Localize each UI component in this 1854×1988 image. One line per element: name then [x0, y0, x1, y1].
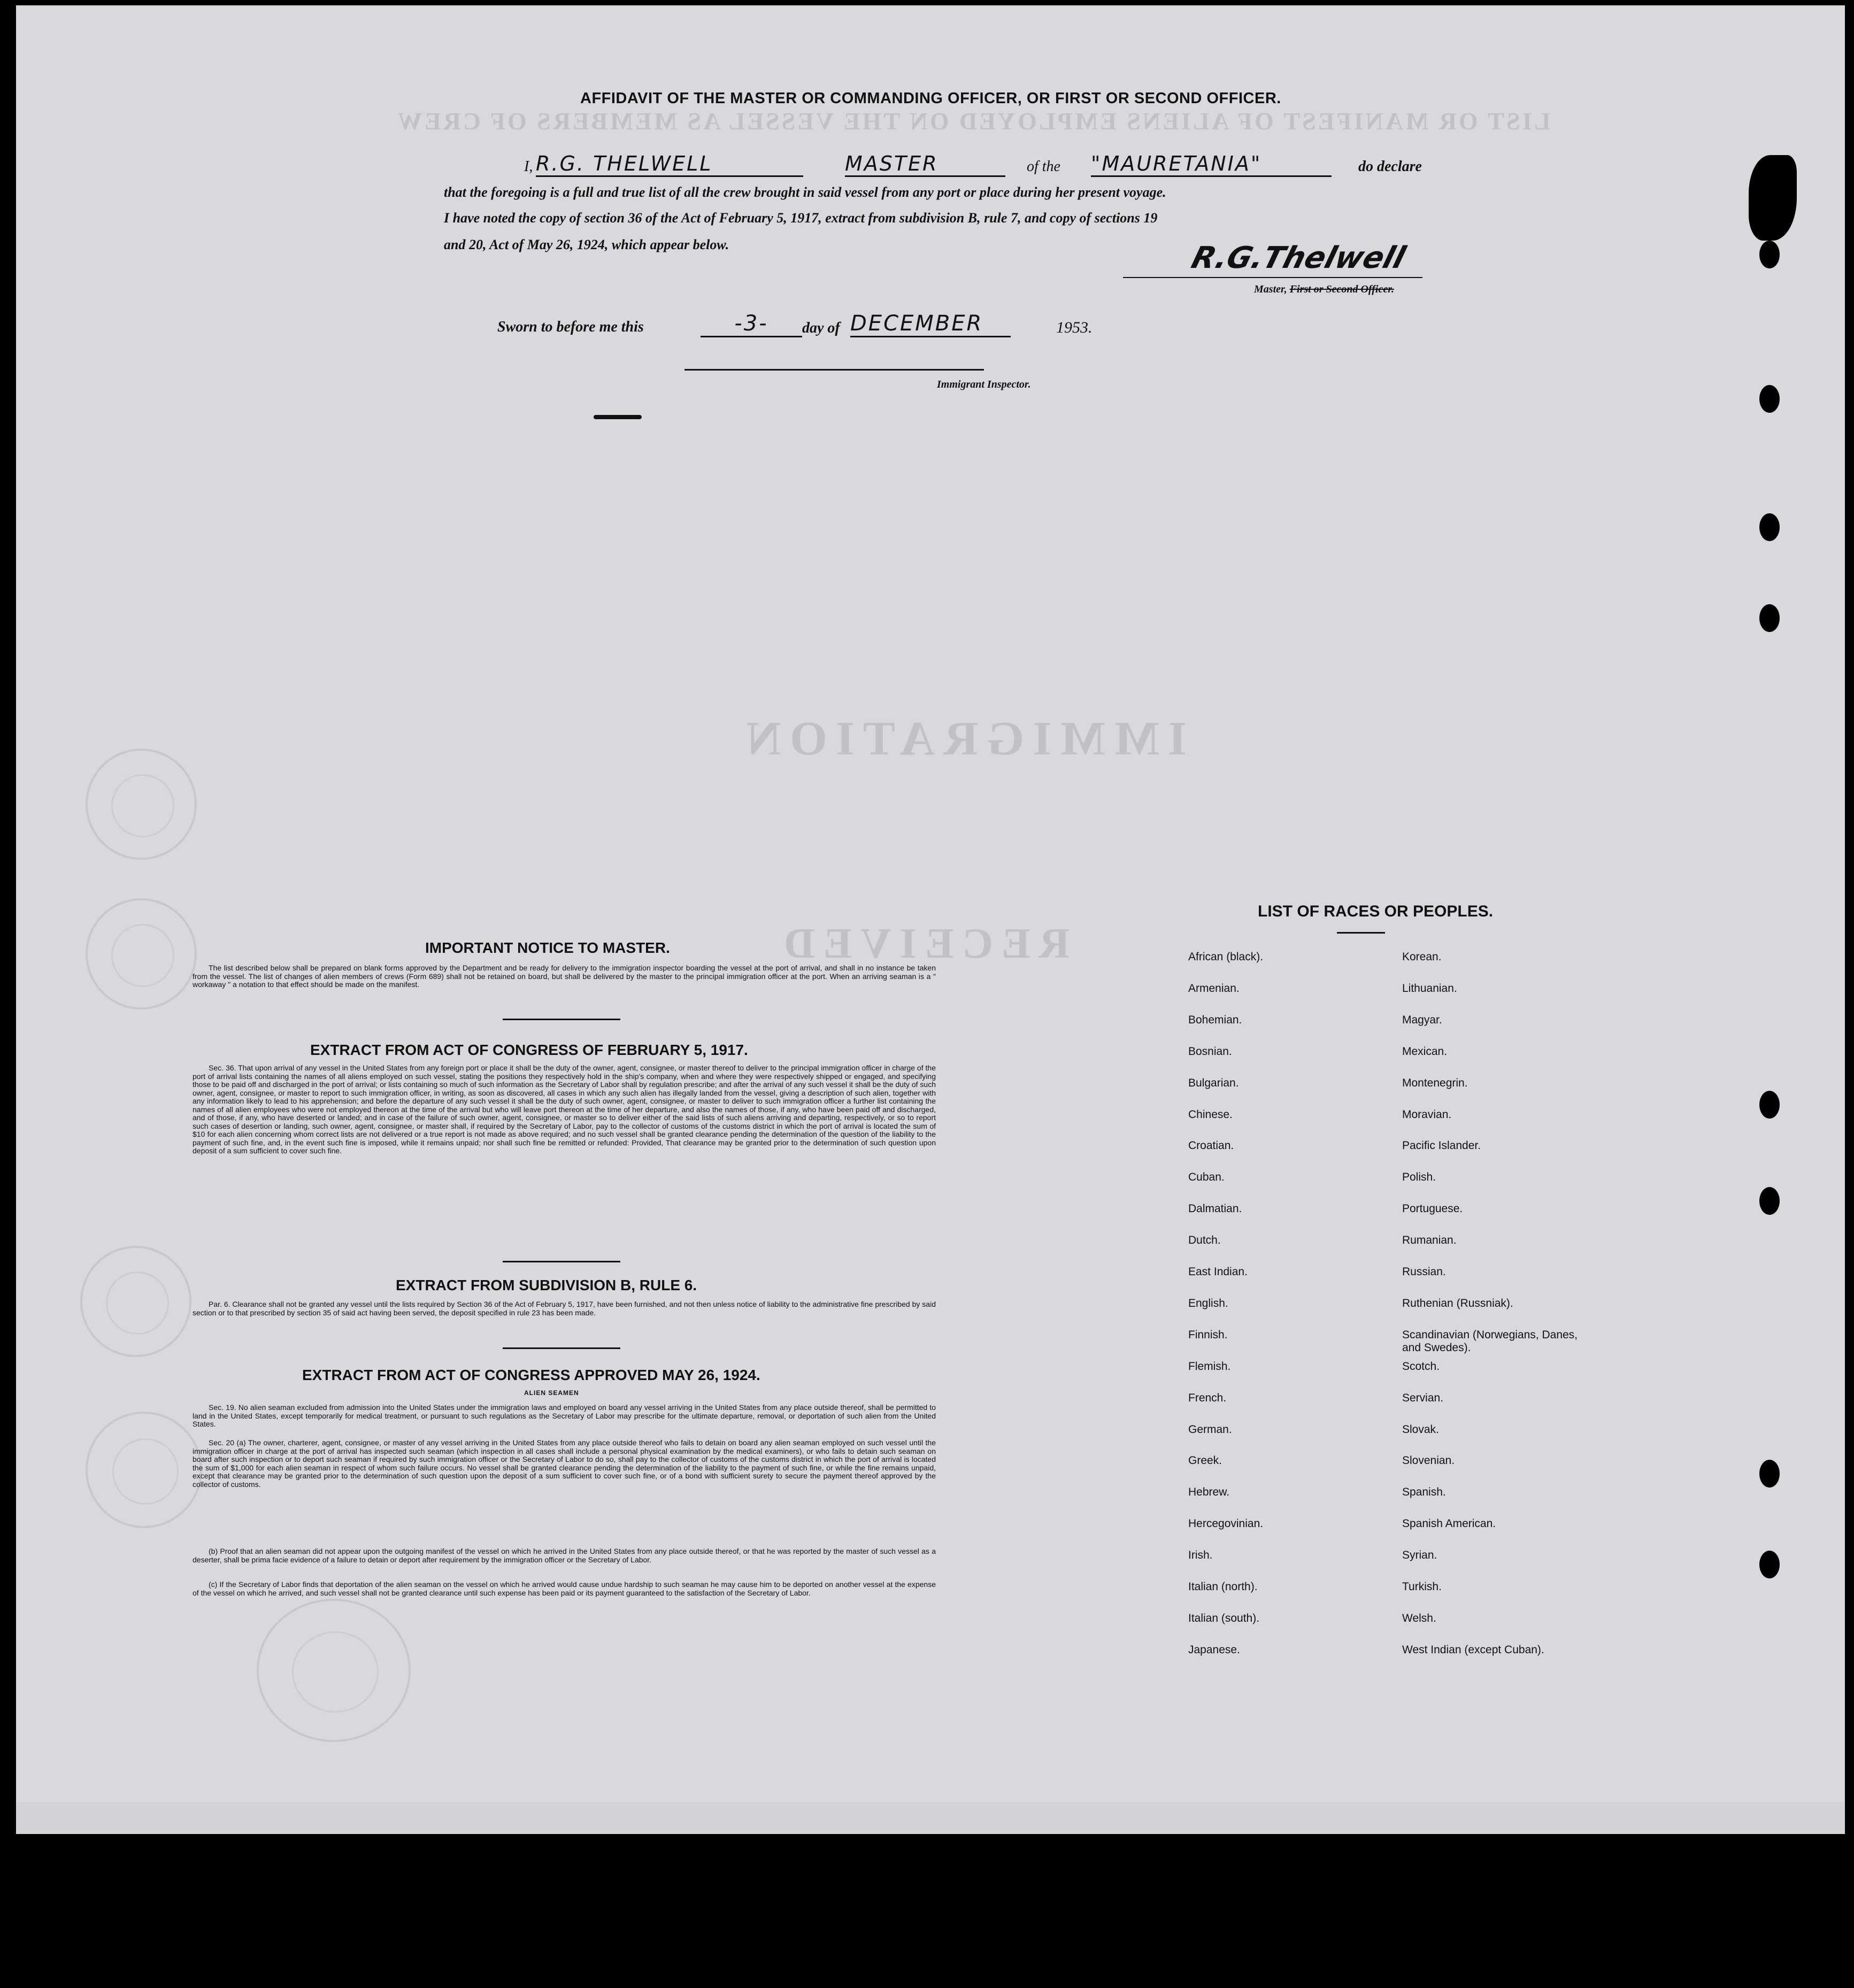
- sworn-prefix: Sworn to before me this: [497, 319, 644, 335]
- inspector-signature-line: [684, 369, 984, 371]
- race-item: Hercegovinian.: [1188, 1517, 1264, 1530]
- sec20b-body: (b) Proof that an alien seaman did not appear upon the outgoing manifest of the vessel on which he arrived in the United States from any place outside thereof, or that he was reported by the master of such vessel as a deserter, shall be prima facie evidence of a failure to detain or deport after requirement by the immigration officer or the Secretary of Labor.: [193, 1547, 936, 1564]
- alien-seamen-subtitle: ALIEN SEAMEN: [524, 1389, 579, 1397]
- race-item: Dalmatian.: [1188, 1203, 1242, 1215]
- master-rank: MASTER: [845, 152, 1005, 177]
- ghost-stamp-1: IMMIGRATION: [738, 712, 1187, 765]
- sec20c-body: (c) If the Secretary of Labor finds that deportation of the alien seaman on the vessel on which he arrived would cause undue hardship to such seaman he may cause him to be deported on another vessel at the expense of the vessel on which he arrived, and such vessel shall not be granted clearance until such expense has been paid or its payment guaranteed to the satisfaction of the Secretary of Labor.: [193, 1580, 936, 1597]
- race-item: Korean.: [1402, 951, 1442, 963]
- race-item: Rumanian.: [1402, 1234, 1457, 1247]
- race-item: Magyar.: [1402, 1013, 1442, 1026]
- signature-caption: [1254, 283, 1394, 296]
- race-item: Slovak.: [1402, 1423, 1439, 1436]
- race-item: French.: [1188, 1391, 1227, 1404]
- affidavit-line-1: [524, 152, 1422, 175]
- race-item: Irish.: [1188, 1549, 1213, 1562]
- day-of-text: day of: [802, 320, 840, 336]
- seal-5: [257, 1599, 411, 1742]
- race-item: East Indian.: [1188, 1266, 1248, 1278]
- race-item: Turkish.: [1402, 1581, 1442, 1593]
- ink-mark: [594, 415, 642, 419]
- affidavit-line-3: I have noted the copy of section 36 of the Act of February 5, 1917, extract from subdivision B, rule 7, and copy of sections 19: [444, 210, 1158, 226]
- extract-1917-body: Sec. 36. That upon arrival of any vessel in the United States from any foreign port or place it shall be the duty of the owner, agent, consignee, or master thereof to deliver to the principal immigration officer in charge of the port of arrival lists containing the names of all aliens employed on such vessel, stating the positions they respectively hold in the ship's company, when and where they were respectively shipped or engaged, and specifying those to be paid off and discharged in the port of arrival; or lists containing so much of such information as the Secretary of Labor shall by regulation prescribe; and after the arrival of any such vessel it shall be the duty of such owner, agent, consignee, or master to report to such immigration officer, in writing, as soon as discovered, all cases in which any such alien has illegally landed from the vessel, giving a description of such alien, together with any information likely to lead to his apprehension; and before the departure of any such vessel it shall be the duty of such owner, agent, consignee, or master to deliver to such immigration officer a further list containing the names of all alien employees who were not employed thereon at the time of the arrival but who will leave port thereon at the time of her departure, and also the names of those, if any, who have been paid off and discharged, and of those, if any, who have deserted or landed; and in case of the failure of such owner, agent, consignee, or master so to deliver either of the said lists of such aliens arriving and departing, respectively, or so to report such cases of desertion or landing, such owner, agent, consignee, or master shall, if required by the Secretary of Labor, pay to the collector of customs of the customs district in which the port of arrival is located the sum of $10 for each alien concerning whom correct lists are not delivered or a true report is not made as above required; and no such vessel shall be granted clearance pending the determination of the question of the liability to the payment of such fine, and, in the event such fine is imposed, while it remains unpaid; nor shall such fine be remitted or refunded: Provided, That clearance may be granted prior to the determination of such question upon deposit of a sum sufficient to cover such fine.: [193, 1064, 936, 1155]
- race-item: Spanish.: [1402, 1486, 1446, 1499]
- caption-master: Master,: [1254, 283, 1287, 295]
- seal-2: [86, 898, 197, 1010]
- binder-hole: [1759, 385, 1780, 413]
- race-item: West Indian (except Cuban).: [1402, 1643, 1544, 1656]
- race-item: Bulgarian.: [1188, 1076, 1239, 1089]
- race-item: Greek.: [1188, 1454, 1222, 1467]
- binder-hole: [1759, 513, 1780, 541]
- rule6-title: EXTRACT FROM SUBDIVISION B, RULE 6.: [396, 1277, 697, 1293]
- race-item: Dutch.: [1188, 1234, 1221, 1247]
- race-item: Montenegrin.: [1402, 1076, 1468, 1089]
- seal-3: [80, 1246, 191, 1357]
- affidavit-line-4: and 20, Act of May 26, 1924, which appear below.: [444, 237, 729, 252]
- race-item: Portuguese.: [1402, 1203, 1463, 1215]
- race-item: Lithuanian.: [1402, 982, 1457, 995]
- sworn-line: [497, 311, 1093, 336]
- sworn-month: DECEMBER: [850, 311, 1011, 337]
- race-item: Polish.: [1402, 1171, 1436, 1184]
- binder-hole: [1759, 1551, 1780, 1578]
- signature-line: [1123, 277, 1422, 278]
- scan-strip: [16, 1802, 1845, 1834]
- race-item: Italian (north).: [1188, 1581, 1258, 1593]
- race-item: Finnish.: [1188, 1328, 1228, 1341]
- rule6-body: Par. 6. Clearance shall not be granted any vessel until the lists required by Section 36 of the Act of February 5, 1917, have been furnished, and not then unless notice of liability to the administrative fine prescribed by said section or to that prescribed by section 35 of said act having been served, the deposit specified in rule 23 has been made.: [193, 1300, 936, 1317]
- race-item: Italian (south).: [1188, 1612, 1260, 1624]
- divider: [503, 1019, 620, 1020]
- seal-4: [86, 1412, 202, 1528]
- torn-corner: [1749, 155, 1797, 241]
- divider: [503, 1347, 620, 1349]
- race-item: Servian.: [1402, 1391, 1444, 1404]
- races-divider: [1337, 932, 1385, 934]
- race-item: German.: [1188, 1423, 1232, 1436]
- ghost-stamp-2: RECEIVED: [775, 920, 1070, 967]
- sec20a-body: Sec. 20 (a) The owner, charterer, agent, consignee, or master of any vessel arriving in the United States from any place outside thereof who fails to detain on board any alien seaman employed on such vessel until the immigration officer in charge at the port of arrival has inspected such seaman (which inspection in all cases shall include a personal physical examination by the medical examiners), or who fails to detain such seaman on board after such inspection or to deport such seaman if required by such immigration officer or the Secretary of Labor to do so, shall pay to the collector of customs of the customs district in which the port of arrival is located the sum of $1,000 for each alien seaman in respect of whom such failure occurs. No vessel shall be granted clearance pending the determination of the liability to the payment of such fine, or while the fine remains unpaid, except that clearance may be granted prior to the determination of such question upon the deposit of a sum sufficient to cover such fine, or of a bond with sufficient surety to secure the payment thereof approved by the collector of customs.: [193, 1438, 936, 1489]
- race-item: Spanish American.: [1402, 1517, 1496, 1530]
- notice-title: IMPORTANT NOTICE TO MASTER.: [425, 939, 670, 956]
- race-item: English.: [1188, 1297, 1228, 1309]
- pronoun-text: I,: [524, 158, 533, 175]
- sec19-body: Sec. 19. No alien seaman excluded from admission into the United States under the immigration laws and employed on board any vessel arriving in the United States from any place outside thereof, shall be permitted to land in the United States, except temporarily for medical treatment, or pursuant to such regulations as the Secretary of Labor may prescribe for the ultimate departure, removal, or deportation of such alien from the United States.: [193, 1403, 936, 1428]
- binder-hole: [1759, 1187, 1780, 1215]
- extract-1924-title: EXTRACT FROM ACT OF CONGRESS APPROVED MAY 26, 1924.: [302, 1367, 760, 1383]
- race-item: Croatian.: [1188, 1139, 1234, 1152]
- race-item: Pacific Islander.: [1402, 1139, 1481, 1152]
- divider: [503, 1261, 620, 1262]
- binder-hole: [1759, 604, 1780, 632]
- race-item: Armenian.: [1188, 982, 1240, 995]
- race-item: Flemish.: [1188, 1360, 1231, 1373]
- ghost-manifest-header: LIST OR MANIFEST OF ALIENS EMPLOYED ON THE VESSEL AS MEMBERS OF CREW: [396, 107, 1551, 135]
- race-item: Moravian.: [1402, 1108, 1452, 1121]
- race-item: Chinese.: [1188, 1108, 1233, 1121]
- do-declare-text: do declare: [1358, 158, 1422, 175]
- race-item: Hebrew.: [1188, 1486, 1230, 1499]
- vessel-name: "MAURETANIA": [1091, 152, 1332, 177]
- races-title: LIST OF RACES OR PEOPLES.: [1258, 903, 1494, 920]
- race-item: Slovenian.: [1402, 1454, 1455, 1467]
- seal-1: [86, 749, 197, 860]
- race-item: Bosnian.: [1188, 1045, 1232, 1058]
- race-item: Scandinavian (Norwegians, Danes, and Swedes).: [1402, 1328, 1578, 1354]
- sworn-day: -3-: [701, 311, 802, 337]
- notice-body: The list described below shall be prepared on blank forms approved by the Department and be ready for delivery to the immigration inspector boarding the vessel at the port of arrival, and shall in no instance be taken from the vessel. The list of changes of alien members of crews (Form 689) shall not be retained on board, but shall be delivered by the master to the principal immigration officer at the port. When an arriving seaman is a " workaway " a notation to that effect should be made on the manifest.: [193, 964, 936, 989]
- of-the-text: of the: [1027, 158, 1060, 175]
- document-page: [16, 5, 1845, 1802]
- extract-1917-title: EXTRACT FROM ACT OF CONGRESS OF FEBRUARY 5, 1917.: [310, 1042, 748, 1058]
- binder-hole: [1759, 241, 1780, 268]
- master-name: R.G. THELWELL: [536, 152, 803, 177]
- race-item: Scotch.: [1402, 1360, 1440, 1373]
- caption-struck: First or Second Officer.: [1289, 283, 1394, 295]
- race-item: Cuban.: [1188, 1171, 1225, 1184]
- race-item: Welsh.: [1402, 1612, 1436, 1624]
- master-signature: R.G.Thelwell: [1188, 241, 1409, 275]
- binder-hole: [1759, 1091, 1780, 1119]
- race-item: Bohemian.: [1188, 1013, 1242, 1026]
- race-item: African (black).: [1188, 951, 1264, 963]
- race-item: Syrian.: [1402, 1549, 1437, 1562]
- binder-hole: [1759, 1460, 1780, 1488]
- affidavit-title: AFFIDAVIT OF THE MASTER OR COMMANDING OFFICER, OR FIRST OR SECOND OFFICER.: [580, 90, 1281, 107]
- inspector-caption: Immigrant Inspector.: [937, 379, 1031, 390]
- race-item: Japanese.: [1188, 1643, 1240, 1656]
- race-item: Russian.: [1402, 1266, 1446, 1278]
- race-item: Ruthenian (Russniak).: [1402, 1297, 1513, 1309]
- race-item: Mexican.: [1402, 1045, 1448, 1058]
- affidavit-line-2: that the foregoing is a full and true list of all the crew brought in said vessel from any port or place during her present voyage.: [444, 184, 1166, 200]
- sworn-year: 1953.: [1056, 319, 1093, 336]
